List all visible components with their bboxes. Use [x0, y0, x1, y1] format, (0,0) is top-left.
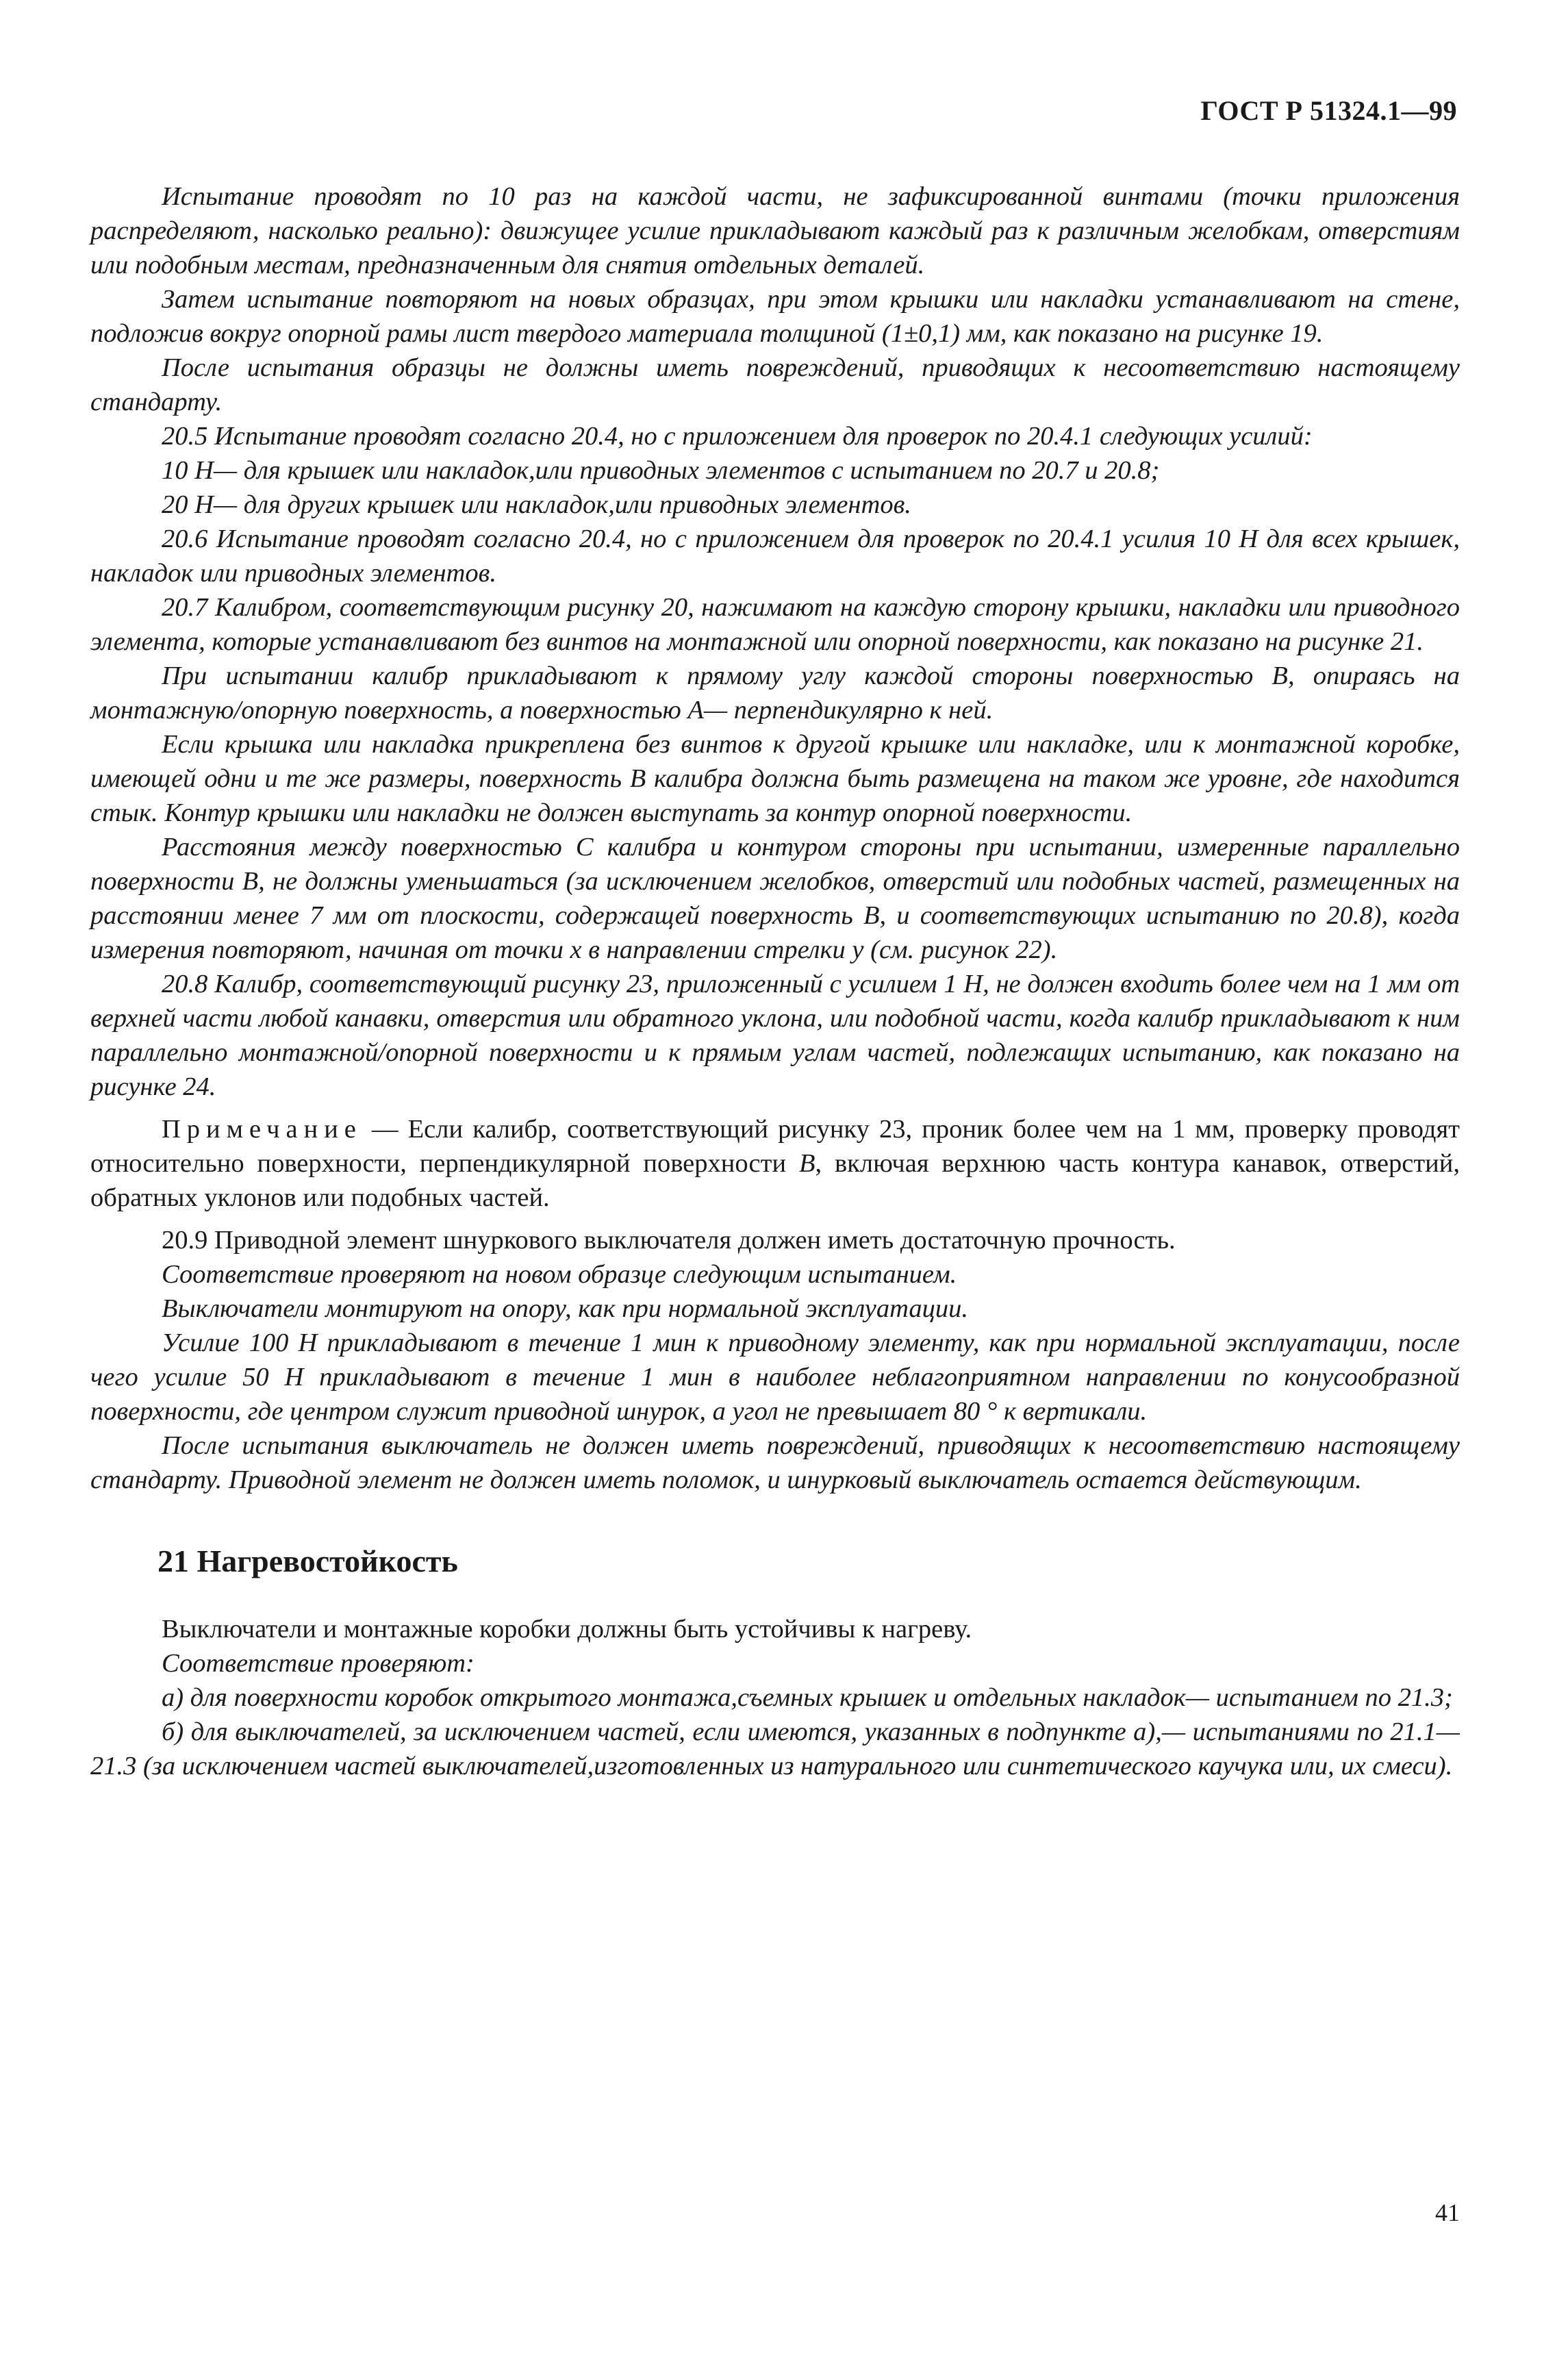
clause-20-8: 20.8 Калибр, соответствующий рисунку 23, приложенный с усилием 1 Н, не должен входить более чем на 1 мм от верхней части любой канавки, отверстия или обратного уклона, или подобной части, когда калибр прикладывают к ним параллельно монтажной/опорной поверхности и к прямым углам частей, подлежащих испытанию, как показано на рисунке 24. — [90, 970, 1460, 1101]
paragraph: После испытания выключатель не должен иметь повреждений, приводящих к несоответствию настоящему стандарту. Приводной элемент не должен иметь поломок, и шнурковый выключатель остается действующим. — [90, 1431, 1460, 1494]
page-number: 41 — [1435, 2199, 1460, 2226]
paragraph: Затем испытание повторяют на новых образцах, при этом крышки или накладки устанавливают на стене, подложив вокруг опорной рамы лист твердого материала толщиной (1±0,1) мм, как показано на рисунке 19. — [90, 285, 1460, 348]
note-text-end: , включая верхнюю часть контура канавок, отверстий, обратных уклонов или подобных частей. — [90, 1149, 1460, 1212]
paragraph: Выключатели монтируют на опору, как при нормальной эксплуатации. — [162, 1294, 968, 1323]
note-letter: В — [798, 1149, 815, 1178]
clause-20-5: 20.5 Испытание проводят согласно 20.4, но с приложением для проверок по 20.4.1 следующих усилий: — [162, 422, 1313, 451]
paragraph: Если крышка или накладка прикреплена без винтов к другой крышке или накладке, или к монтажной коробке, имеющей одни и те же размеры, поверхность В калибра должна быть размещена на таком же уровне, где находится стык. Контур крышки или накладки не должен выступать за контур опорной поверхности. — [90, 730, 1460, 827]
paragraph: Выключатели и монтажные коробки должны быть устойчивы к нагреву. — [162, 1615, 972, 1643]
document-header: ГОСТ Р 51324.1—99 — [1200, 95, 1457, 126]
page-content — [90, 179, 1460, 1783]
clause-20-9: 20.9 Приводной элемент шнуркового выключателя должен иметь достаточную прочность. — [162, 1226, 1176, 1255]
note-text: — Если калибр, соответствующий рисунку 23, проник более чем на 1 мм, проверку проводят относительно поверхности, перпендикулярной поверхности — [90, 1115, 1460, 1178]
paragraph: При испытании калибр прикладывают к прямому углу каждой стороны поверхностью В, опираясь на монтажную/опорную поверхность, а поверхностью А— перпендикулярно к ней. — [90, 662, 1460, 725]
paragraph: Испытание проводят по 10 раз на каждой части, не зафиксированной винтами (точки приложения распределяют, насколько реально): движущее усилие прикладывают каждый раз к различным желобкам, отверстиям или подобным местам, предназначенным для снятия отдельных деталей. — [90, 182, 1460, 279]
list-item: а) для поверхности коробок открытого монтажа,съемных крышек и отдельных накладок— испытанием по 21.3; — [162, 1683, 1453, 1712]
clause-20-6: 20.6 Испытание проводят согласно 20.4, но с приложением для проверок по 20.4.1 усилия 10 Н для всех крышек, накладок или приводных элементов. — [90, 525, 1460, 588]
paragraph: 20 Н— для других крышек или накладок,или приводных элементов. — [162, 490, 911, 519]
paragraph: 10 Н— для крышек или накладок,или приводных элементов с испытанием по 20.7 и 20.8; — [162, 456, 1160, 485]
note-label: Примечание — [162, 1115, 362, 1144]
paragraph: После испытания образцы не должны иметь повреждений, приводящих к несоответствию настоящему стандарту. — [90, 353, 1460, 416]
paragraph: Соответствие проверяют: — [162, 1649, 475, 1678]
paragraph: Соответствие проверяют на новом образце следующим испытанием. — [162, 1260, 957, 1289]
note — [90, 1112, 1460, 1215]
paragraph: Расстояния между поверхностью С калибра и контуром стороны при испытании, измеренные параллельно поверхности В, не должны уменьшаться (за исключением желобков, отверстий или подобных частей, размещенных на расстоянии менее 7 мм от плоскости, содержащей поверхность В, и соответствующих испытанию по 20.8), когда измерения повторяют, начиная от точки х в направлении стрелки у (см. рисунок 22). — [90, 833, 1460, 964]
paragraph: Усилие 100 Н прикладывают в течение 1 мин к приводному элементу, как при нормальной эксплуатации, после чего усилие 50 Н прикладывают в течение 1 мин в наиболее неблагоприятном направлении по конусообразной поверхности, где центром служит приводной шнурок, а угол не превышает 80 ° к вертикали. — [90, 1328, 1460, 1426]
clause-20-7: 20.7 Калибром, соответствующим рисунку 20, нажимают на каждую сторону крышки, накладки или приводного элемента, которые устанавливают без винтов на монтажной или опорной поверхности, как показано на рисунке 21. — [90, 593, 1460, 656]
list-item: б) для выключателей, за исключением частей, если имеются, указанных в подпункте а),— испытаниями по 21.1— 21.3 (за исключением частей выключателей,изготовленных из натурального или синтетического каучука или, их смеси). — [90, 1717, 1460, 1780]
section-title: 21 Нагревостойкость — [157, 1544, 458, 1578]
